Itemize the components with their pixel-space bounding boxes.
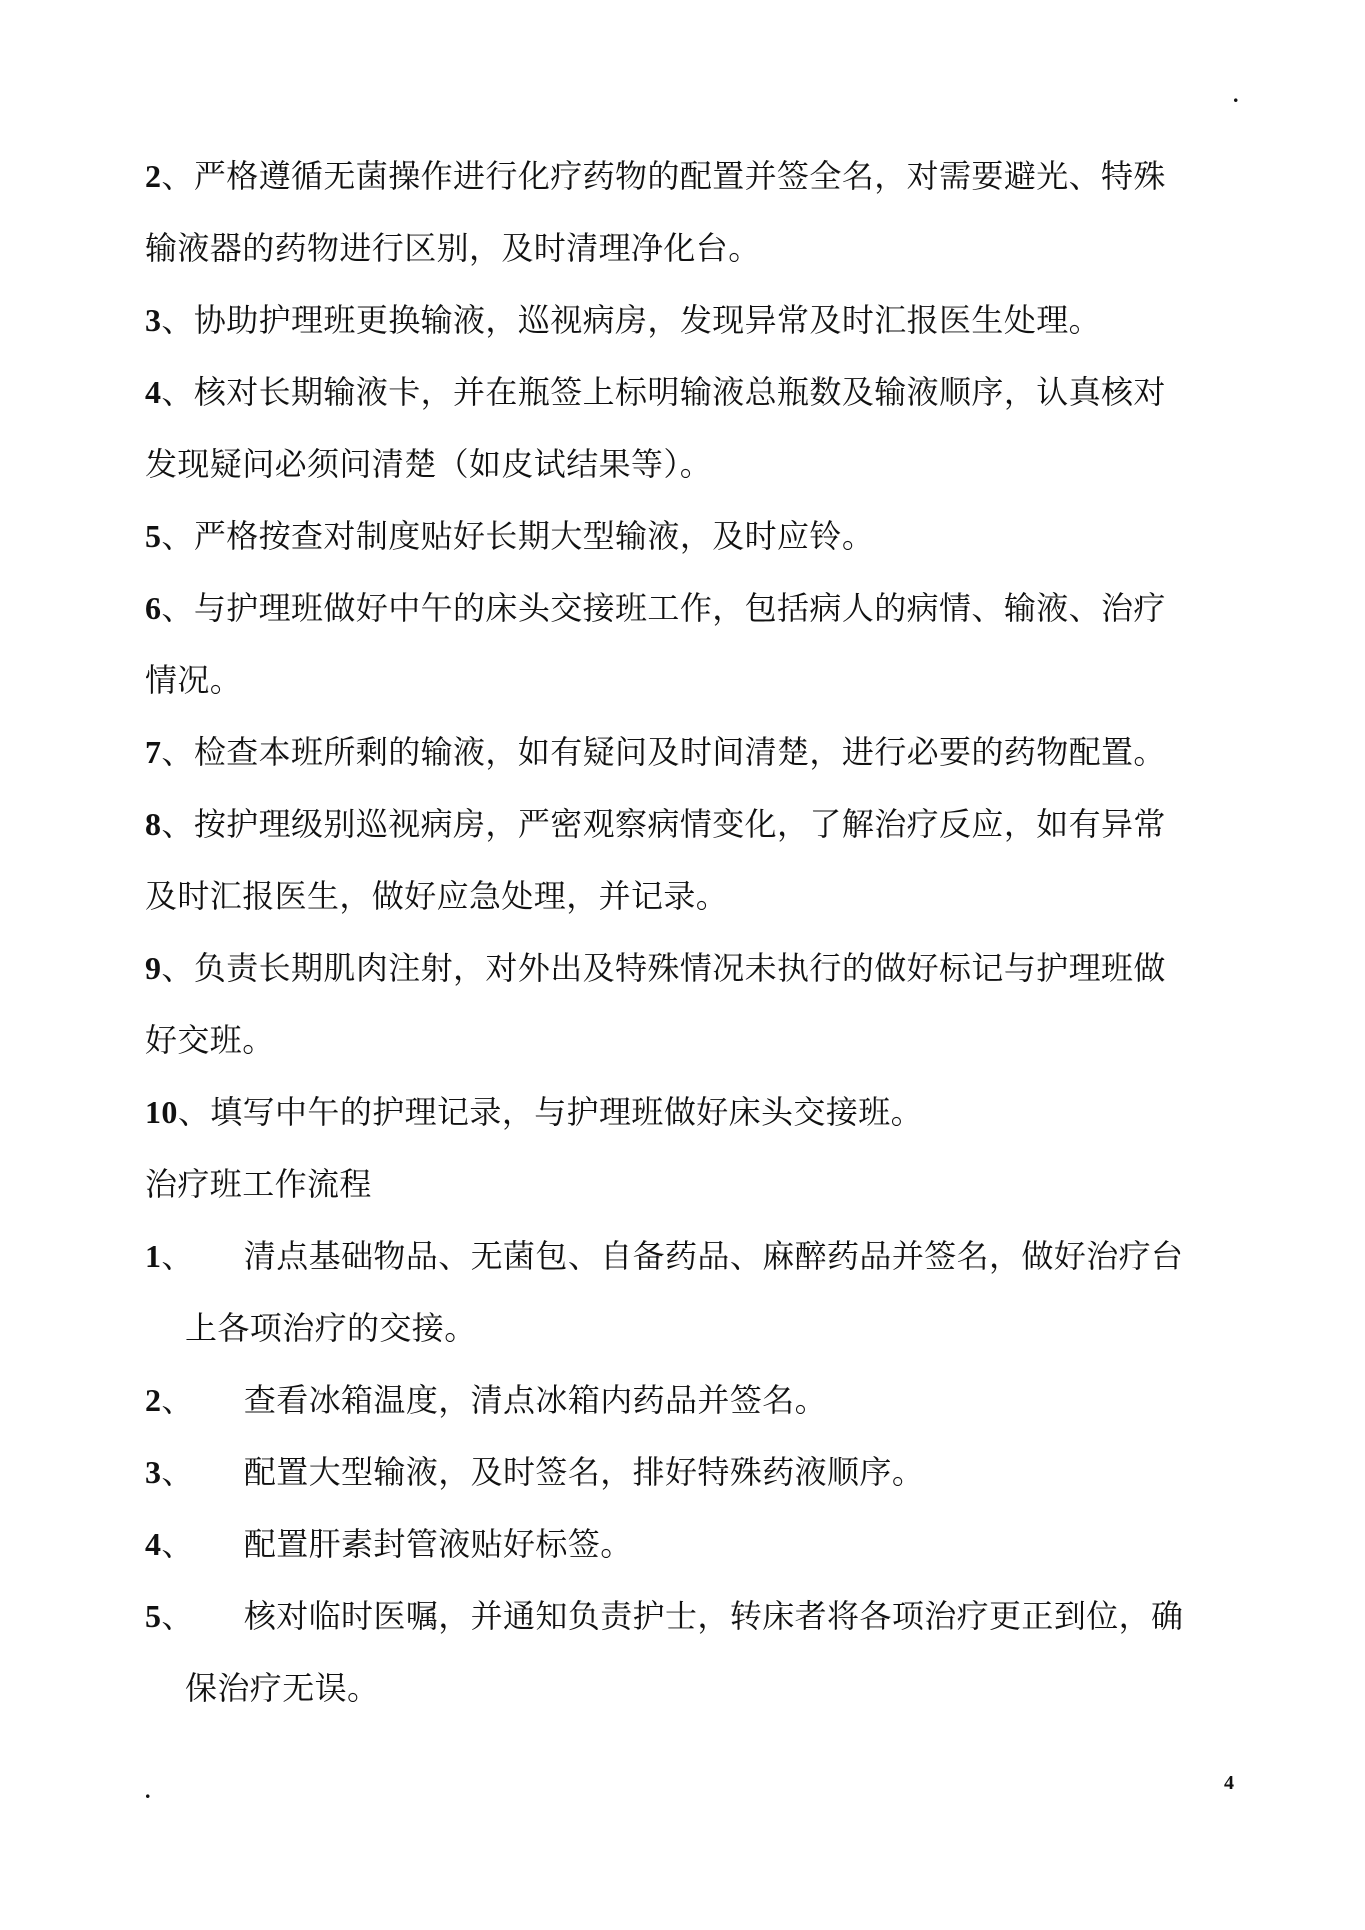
list-item-first-line [145, 716, 1235, 788]
list-item-first-line [145, 284, 1235, 356]
item-text: 核对长期输液卡，并在瓶签上标明输液总瓶数及输液顺序，认真核对 [193, 373, 1166, 411]
list-item [145, 1580, 1235, 1724]
list-item-first-line [145, 932, 1235, 1004]
list-item [145, 1220, 1235, 1364]
list-item-first-line [145, 1508, 1235, 1580]
item-text: 清点基础物品、无菌包、自备药品、麻醉药品并签名，做好治疗台 [243, 1237, 1184, 1275]
item-number: 5 [145, 518, 162, 554]
list-item-first-line [145, 1436, 1235, 1508]
list-item [145, 1076, 1235, 1148]
item-separator: 、 [161, 373, 194, 411]
list-item [145, 572, 1235, 716]
list-item-continuation-line [145, 428, 1235, 500]
list-item [145, 500, 1235, 572]
list-item [145, 140, 1235, 284]
item-text: 输液器的药物进行区别，及时清理净化台。 [145, 229, 761, 267]
item-separator: 、 [161, 733, 194, 771]
list-item [145, 1508, 1235, 1580]
list-item-first-line [145, 1076, 1235, 1148]
item-number: 8 [145, 806, 162, 842]
item-separator: 、 [161, 1453, 194, 1491]
item-text: 填写中午的护理记录，与护理班做好床头交接班。 [210, 1093, 924, 1131]
item-number: 9 [145, 950, 162, 986]
item-text: 严格按查对制度贴好长期大型输液，及时应铃。 [193, 517, 875, 555]
item-separator: 、 [161, 1237, 194, 1275]
item-text: 查看冰箱温度，清点冰箱内药品并签名。 [243, 1381, 828, 1419]
item-number: 2 [145, 1382, 162, 1418]
item-separator: 、 [161, 589, 194, 627]
item-text: 与护理班做好中午的床头交接班工作，包括病人的病情、输液、治疗 [193, 589, 1166, 627]
list-item [145, 932, 1235, 1076]
item-text: 情况。 [145, 661, 243, 699]
footer-dot: . [145, 1778, 151, 1803]
list-item-continuation-line [145, 1004, 1235, 1076]
workflow-list-section [145, 1220, 1235, 1724]
list-item-first-line [145, 140, 1235, 212]
item-text: 核对临时医嘱，并通知负责护士，转床者将各项治疗更正到位，确 [243, 1597, 1184, 1635]
list-item-first-line [145, 572, 1235, 644]
list-item-continuation-line [145, 860, 1235, 932]
list-item-continuation-line [145, 1292, 1235, 1364]
item-text: 及时汇报医生，做好应急处理，并记录。 [145, 877, 729, 915]
item-separator: 、 [161, 1597, 194, 1635]
section-heading: 治疗班工作流程 [145, 1165, 372, 1203]
item-separator: 、 [161, 1525, 194, 1563]
item-text: 配置肝素封管液贴好标签。 [243, 1525, 633, 1563]
item-separator: 、 [161, 805, 194, 843]
item-text: 检查本班所剩的输液，如有疑问及时间清楚，进行必要的药物配置。 [193, 733, 1166, 771]
item-number: 7 [145, 734, 162, 770]
document-body [145, 140, 1235, 1724]
item-number: 3 [145, 302, 162, 338]
list-item-continuation-line [145, 212, 1235, 284]
list-item-first-line [145, 1364, 1235, 1436]
item-text: 保治疗无误。 [185, 1669, 380, 1707]
item-text: 协助护理班更换输液，巡视病房，发现异常及时汇报医生处理。 [193, 301, 1102, 339]
duty-list-section [145, 140, 1235, 1148]
list-item-continuation-line [145, 644, 1235, 716]
item-separator: 、 [161, 1381, 194, 1419]
list-item [145, 1436, 1235, 1508]
item-number: 3 [145, 1454, 162, 1490]
list-item [145, 1364, 1235, 1436]
item-text: 上各项治疗的交接。 [185, 1309, 477, 1347]
list-item [145, 356, 1235, 500]
header-dot: . [1233, 82, 1239, 107]
list-item [145, 284, 1235, 356]
item-text: 负责长期肌肉注射，对外出及特殊情况未执行的做好标记与护理班做 [193, 949, 1166, 987]
list-item [145, 716, 1235, 788]
item-number: 4 [145, 374, 162, 410]
list-item-first-line [145, 788, 1235, 860]
item-number: 10 [145, 1094, 178, 1130]
page-number: 4 [1224, 1772, 1234, 1794]
list-item-continuation-line [145, 1652, 1235, 1724]
list-item-first-line [145, 500, 1235, 572]
item-number: 4 [145, 1526, 162, 1562]
item-text: 好交班。 [145, 1021, 275, 1059]
item-separator: 、 [161, 301, 194, 339]
item-number: 5 [145, 1598, 162, 1634]
item-text: 发现疑问必须问清楚（如皮试结果等）。 [145, 445, 713, 483]
item-number: 2 [145, 158, 162, 194]
list-item-first-line [145, 356, 1235, 428]
item-number: 6 [145, 590, 162, 626]
item-text: 严格遵循无菌操作进行化疗药物的配置并签全名，对需要避光、特殊 [193, 157, 1166, 195]
item-number: 1 [145, 1238, 162, 1274]
item-text: 按护理级别巡视病房，严密观察病情变化，了解治疗反应，如有异常 [193, 805, 1166, 843]
item-separator: 、 [161, 157, 194, 195]
item-separator: 、 [161, 949, 194, 987]
item-separator: 、 [161, 517, 194, 555]
list-item-first-line [145, 1220, 1235, 1292]
list-item-first-line [145, 1580, 1235, 1652]
list-item [145, 788, 1235, 932]
item-separator: 、 [177, 1093, 211, 1131]
item-text: 配置大型输液，及时签名，排好特殊药液顺序。 [243, 1453, 925, 1491]
